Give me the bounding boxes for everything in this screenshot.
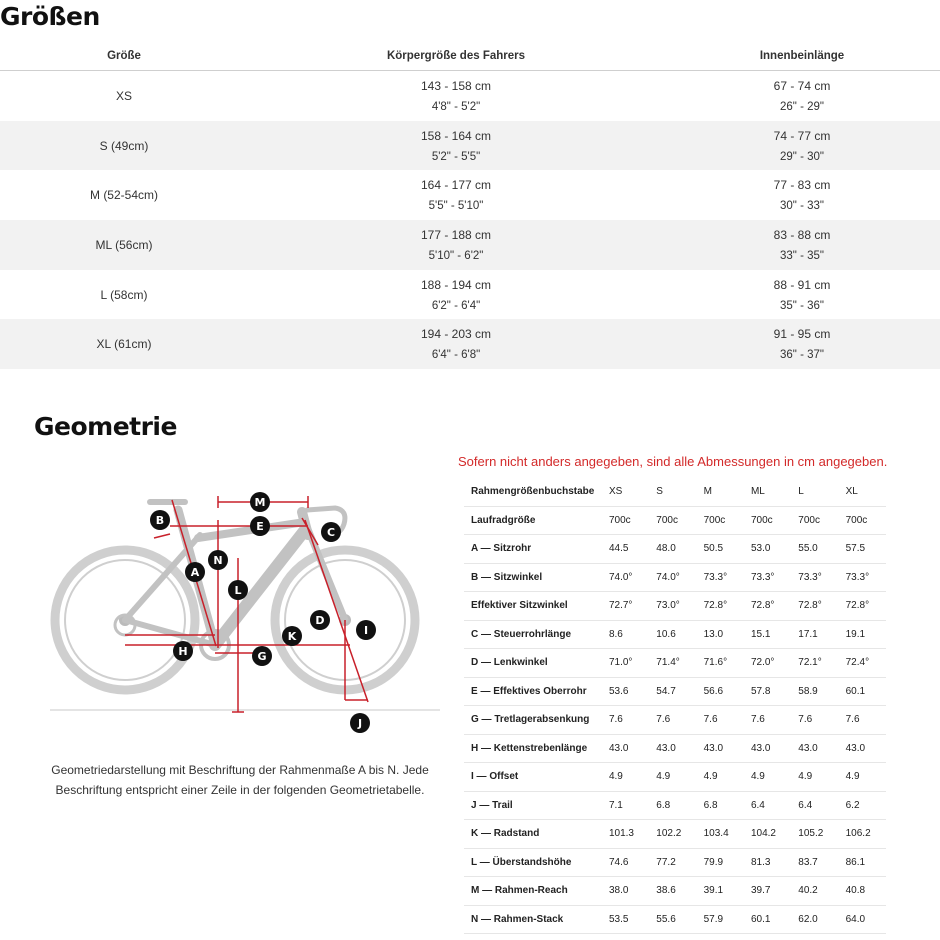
size-cell	[0, 170, 248, 220]
geometry-value: 54.7	[649, 677, 696, 706]
size-label: S (49cm)	[99, 138, 149, 153]
geometry-value: 6.8	[649, 791, 696, 820]
height-ft: 5'2" - 5'5"	[431, 150, 481, 163]
geometry-value: 74.6	[602, 848, 649, 877]
geometry-value: 55.0	[791, 535, 838, 564]
geometry-row-label: L — Überstandshöhe	[464, 848, 602, 877]
geometry-value: 101.3	[602, 820, 649, 849]
geometry-value: 43.0	[649, 734, 696, 763]
size-cell	[0, 319, 248, 369]
header-frame-size-letter: Rahmengrößenbuchstabe	[464, 478, 602, 506]
header-inseam: Innenbeinlänge	[759, 50, 845, 62]
inseam-cell	[664, 170, 940, 220]
svg-text:B: B	[155, 514, 165, 527]
inseam-cell	[664, 270, 940, 320]
inseam-in: 36" - 37"	[780, 349, 824, 362]
header-rider-height: Körpergröße des Fahrers	[386, 50, 526, 62]
geometry-value: 10.6	[649, 620, 696, 649]
geometry-value: 72.1°	[791, 649, 838, 678]
geometry-value: 58.9	[791, 677, 838, 706]
geometry-value: 77.2	[649, 848, 696, 877]
geometry-value: 55.6	[649, 905, 696, 934]
geometry-value: 43.0	[744, 734, 791, 763]
svg-text:N: N	[213, 554, 223, 567]
header-size: Größe	[107, 50, 141, 62]
svg-text:E: E	[256, 520, 264, 533]
geometry-value: 72.0°	[744, 649, 791, 678]
size-cell	[0, 71, 248, 121]
inseam-in: 26" - 29"	[780, 100, 824, 113]
geometry-value: 81.3	[744, 848, 791, 877]
geometry-value: 62.0	[791, 905, 838, 934]
geometry-value: 6.2	[839, 791, 886, 820]
geometry-value: 43.0	[697, 734, 744, 763]
geometry-value: 7.6	[649, 706, 696, 735]
geometry-value: 106.2	[839, 820, 886, 849]
inseam-cm: 74 - 77 cm	[773, 128, 831, 143]
geometry-row-label: J — Trail	[464, 791, 602, 820]
height-ft: 6'2" - 6'4"	[431, 299, 481, 312]
svg-text:C: C	[326, 526, 336, 539]
marker-L	[228, 580, 248, 600]
geometry-value: 57.5	[839, 535, 886, 564]
sizes-row	[0, 319, 940, 369]
geometry-value: 700c	[697, 506, 744, 535]
svg-text:A: A	[190, 566, 200, 579]
sizes-table	[0, 42, 940, 369]
geometry-value: 53.0	[744, 535, 791, 564]
geometry-value: 7.6	[839, 706, 886, 735]
geometry-value: 72.8°	[697, 592, 744, 621]
header-xl: XL	[839, 478, 886, 506]
geometry-row	[464, 649, 886, 678]
geometry-value: 72.8°	[791, 592, 838, 621]
geometry-table	[464, 478, 886, 934]
inseam-in: 30" - 33"	[780, 200, 824, 213]
sizes-title: Größen	[0, 2, 100, 31]
geometry-value: 57.9	[697, 905, 744, 934]
header-xs: XS	[602, 478, 649, 506]
inseam-cm: 77 - 83 cm	[773, 178, 831, 193]
geometry-value: 700c	[744, 506, 791, 535]
geometry-value: 74.0°	[602, 563, 649, 592]
inseam-cell	[664, 71, 940, 121]
inseam-cell	[664, 319, 940, 369]
geometry-row-label: K — Radstand	[464, 820, 602, 849]
geometry-value: 700c	[649, 506, 696, 535]
svg-text:G: G	[257, 650, 267, 663]
geometry-value: 7.6	[791, 706, 838, 735]
geometry-value: 103.4	[697, 820, 744, 849]
inseam-cm: 88 - 91 cm	[773, 277, 831, 292]
geometry-row-label: M — Rahmen-Reach	[464, 877, 602, 906]
geometry-row-label: E — Effektives Oberrohr	[464, 677, 602, 706]
geometry-value: 4.9	[744, 763, 791, 792]
marker-K	[282, 626, 302, 646]
geometry-value: 48.0	[649, 535, 696, 564]
geometry-value: 43.0	[839, 734, 886, 763]
marker-H	[173, 641, 193, 661]
rider-height-cell	[248, 170, 664, 220]
geometry-row	[464, 563, 886, 592]
sizes-table-header	[0, 42, 940, 71]
size-label: M (52-54cm)	[89, 188, 158, 203]
geometry-value: 73.3°	[744, 563, 791, 592]
sizes-row	[0, 121, 940, 171]
geometry-value: 74.0°	[649, 563, 696, 592]
geometry-value: 700c	[791, 506, 838, 535]
geometry-value: 50.5	[697, 535, 744, 564]
size-label: L (58cm)	[100, 287, 148, 302]
svg-text:M: M	[254, 496, 266, 509]
geometry-value: 13.0	[697, 620, 744, 649]
header-l: L	[791, 478, 838, 506]
geometry-row-label: Laufradgröße	[464, 506, 602, 535]
geometry-value: 7.6	[602, 706, 649, 735]
geometry-value: 72.8°	[744, 592, 791, 621]
marker-I	[356, 620, 376, 640]
marker-J	[350, 713, 370, 733]
geometry-value: 79.9	[697, 848, 744, 877]
inseam-cm: 67 - 74 cm	[773, 78, 831, 93]
marker-B	[150, 510, 170, 530]
geometry-value: 19.1	[839, 620, 886, 649]
geometry-value: 39.1	[697, 877, 744, 906]
sizes-row	[0, 270, 940, 320]
header-m: M	[697, 478, 744, 506]
geometry-row	[464, 848, 886, 877]
geometry-value: 71.4°	[649, 649, 696, 678]
geometry-row-label: G — Tretlagerabsenkung	[464, 706, 602, 735]
rider-height-cell	[248, 220, 664, 270]
geometry-value: 60.1	[744, 905, 791, 934]
geometry-value: 44.5	[602, 535, 649, 564]
size-cell	[0, 220, 248, 270]
inseam-cm: 83 - 88 cm	[773, 227, 831, 242]
sizes-row	[0, 71, 940, 121]
geometry-value: 43.0	[602, 734, 649, 763]
geometry-value: 105.2	[791, 820, 838, 849]
geometry-value: 4.9	[649, 763, 696, 792]
geometry-row	[464, 763, 886, 792]
geometry-row	[464, 706, 886, 735]
svg-text:L: L	[234, 584, 242, 597]
diagram-caption: Geometriedarstellung mit Beschriftung der Rahmenmaße A bis N. Jede Beschriftung entspricht einer Zeile in der folgenden Geometrietabelle.	[51, 763, 429, 797]
geometry-value: 15.1	[744, 620, 791, 649]
inseam-in: 35" - 36"	[780, 299, 824, 312]
height-cm: 158 - 164 cm	[420, 128, 492, 143]
header-s: S	[649, 478, 696, 506]
size-cell	[0, 270, 248, 320]
geometry-value: 73.0°	[649, 592, 696, 621]
svg-text:D: D	[315, 614, 325, 627]
height-cm: 143 - 158 cm	[420, 78, 492, 93]
inseam-cell	[664, 121, 940, 171]
geometry-value: 73.3°	[697, 563, 744, 592]
geometry-value: 40.8	[839, 877, 886, 906]
size-label: XS	[115, 88, 132, 103]
size-label: XL (61cm)	[96, 337, 152, 352]
geometry-value: 83.7	[791, 848, 838, 877]
geometry-value: 72.8°	[839, 592, 886, 621]
marker-M	[250, 492, 270, 512]
geometry-row-label: A — Sitzrohr	[464, 535, 602, 564]
geometry-value: 4.9	[839, 763, 886, 792]
geometry-row	[464, 877, 886, 906]
marker-G	[252, 646, 272, 666]
size-cell	[0, 121, 248, 171]
inseam-in: 33" - 35"	[780, 249, 824, 262]
geometry-row-label: D — Lenkwinkel	[464, 649, 602, 678]
geometry-value: 38.0	[602, 877, 649, 906]
geometry-value: 4.9	[697, 763, 744, 792]
geometry-value: 4.9	[791, 763, 838, 792]
svg-text:H: H	[178, 645, 188, 658]
geometry-value: 72.4°	[839, 649, 886, 678]
geometry-title: Geometrie	[34, 412, 177, 441]
svg-text:I: I	[363, 624, 369, 637]
geometry-value: 6.4	[791, 791, 838, 820]
geometry-row	[464, 734, 886, 763]
geometry-value: 6.8	[697, 791, 744, 820]
geometry-value: 60.1	[839, 677, 886, 706]
geometry-row-label: B — Sitzwinkel	[464, 563, 602, 592]
sizes-row	[0, 170, 940, 220]
geometry-value: 71.0°	[602, 649, 649, 678]
height-ft: 5'10" - 6'2"	[428, 249, 484, 262]
height-cm: 188 - 194 cm	[420, 277, 492, 292]
rider-height-cell	[248, 319, 664, 369]
height-cm: 164 - 177 cm	[420, 178, 492, 193]
sizes-row	[0, 220, 940, 270]
geometry-row	[464, 791, 886, 820]
geometry-value: 72.7°	[602, 592, 649, 621]
size-label: ML (56cm)	[95, 237, 153, 252]
geometry-value: 7.1	[602, 791, 649, 820]
geometry-value: 73.3°	[839, 563, 886, 592]
height-ft: 4'8" - 5'2"	[431, 100, 481, 113]
marker-E	[250, 516, 270, 536]
geometry-table-header	[464, 478, 886, 506]
geometry-value: 700c	[602, 506, 649, 535]
rider-height-cell	[248, 121, 664, 171]
geometry-value: 73.3°	[791, 563, 838, 592]
header-ml: ML	[744, 478, 791, 506]
geometry-value: 7.6	[697, 706, 744, 735]
height-cm: 177 - 188 cm	[420, 227, 492, 242]
marker-N	[208, 550, 228, 570]
geometry-row	[464, 592, 886, 621]
geometry-value: 17.1	[791, 620, 838, 649]
geometry-row	[464, 905, 886, 934]
height-ft: 5'5" - 5'10"	[428, 200, 484, 213]
geometry-value: 4.9	[602, 763, 649, 792]
geometry-value: 8.6	[602, 620, 649, 649]
geometry-row-label: C — Steuerrohrlänge	[464, 620, 602, 649]
geometry-value: 71.6°	[697, 649, 744, 678]
height-ft: 6'4" - 6'8"	[431, 349, 481, 362]
geometry-row-label: I — Offset	[464, 763, 602, 792]
geometry-value: 7.6	[744, 706, 791, 735]
geometry-value: 57.8	[744, 677, 791, 706]
geometry-value: 56.6	[697, 677, 744, 706]
inseam-cm: 91 - 95 cm	[773, 327, 831, 342]
inseam-cell	[664, 220, 940, 270]
geometry-row	[464, 677, 886, 706]
geometry-value: 38.6	[649, 877, 696, 906]
units-note: Sofern nicht anders angegeben, sind alle Abmessungen in cm angegeben.	[458, 454, 888, 469]
geometry-value: 43.0	[791, 734, 838, 763]
marker-C	[321, 522, 341, 542]
geometry-row	[464, 820, 886, 849]
svg-text:J: J	[357, 717, 363, 730]
geometry-value: 86.1	[839, 848, 886, 877]
marker-A	[185, 562, 205, 582]
geometry-value: 700c	[839, 506, 886, 535]
rider-height-cell	[248, 270, 664, 320]
geometry-value: 53.6	[602, 677, 649, 706]
geometry-value: 102.2	[649, 820, 696, 849]
geometry-value: 6.4	[744, 791, 791, 820]
geometry-row-label: H — Kettenstrebenlänge	[464, 734, 602, 763]
geometry-row-label: N — Rahmen-Stack	[464, 905, 602, 934]
bike-geometry-diagram	[50, 490, 440, 740]
geometry-row	[464, 620, 886, 649]
geometry-row	[464, 506, 886, 535]
geometry-value: 53.5	[602, 905, 649, 934]
marker-D	[310, 610, 330, 630]
inseam-in: 29" - 30"	[780, 150, 824, 163]
rider-height-cell	[248, 71, 664, 121]
geometry-value: 104.2	[744, 820, 791, 849]
geometry-row	[464, 535, 886, 564]
svg-text:K: K	[287, 630, 297, 643]
geometry-value: 40.2	[791, 877, 838, 906]
geometry-value: 64.0	[839, 905, 886, 934]
geometry-row-label: Effektiver Sitzwinkel	[464, 592, 602, 621]
height-cm: 194 - 203 cm	[420, 327, 492, 342]
geometry-value: 39.7	[744, 877, 791, 906]
